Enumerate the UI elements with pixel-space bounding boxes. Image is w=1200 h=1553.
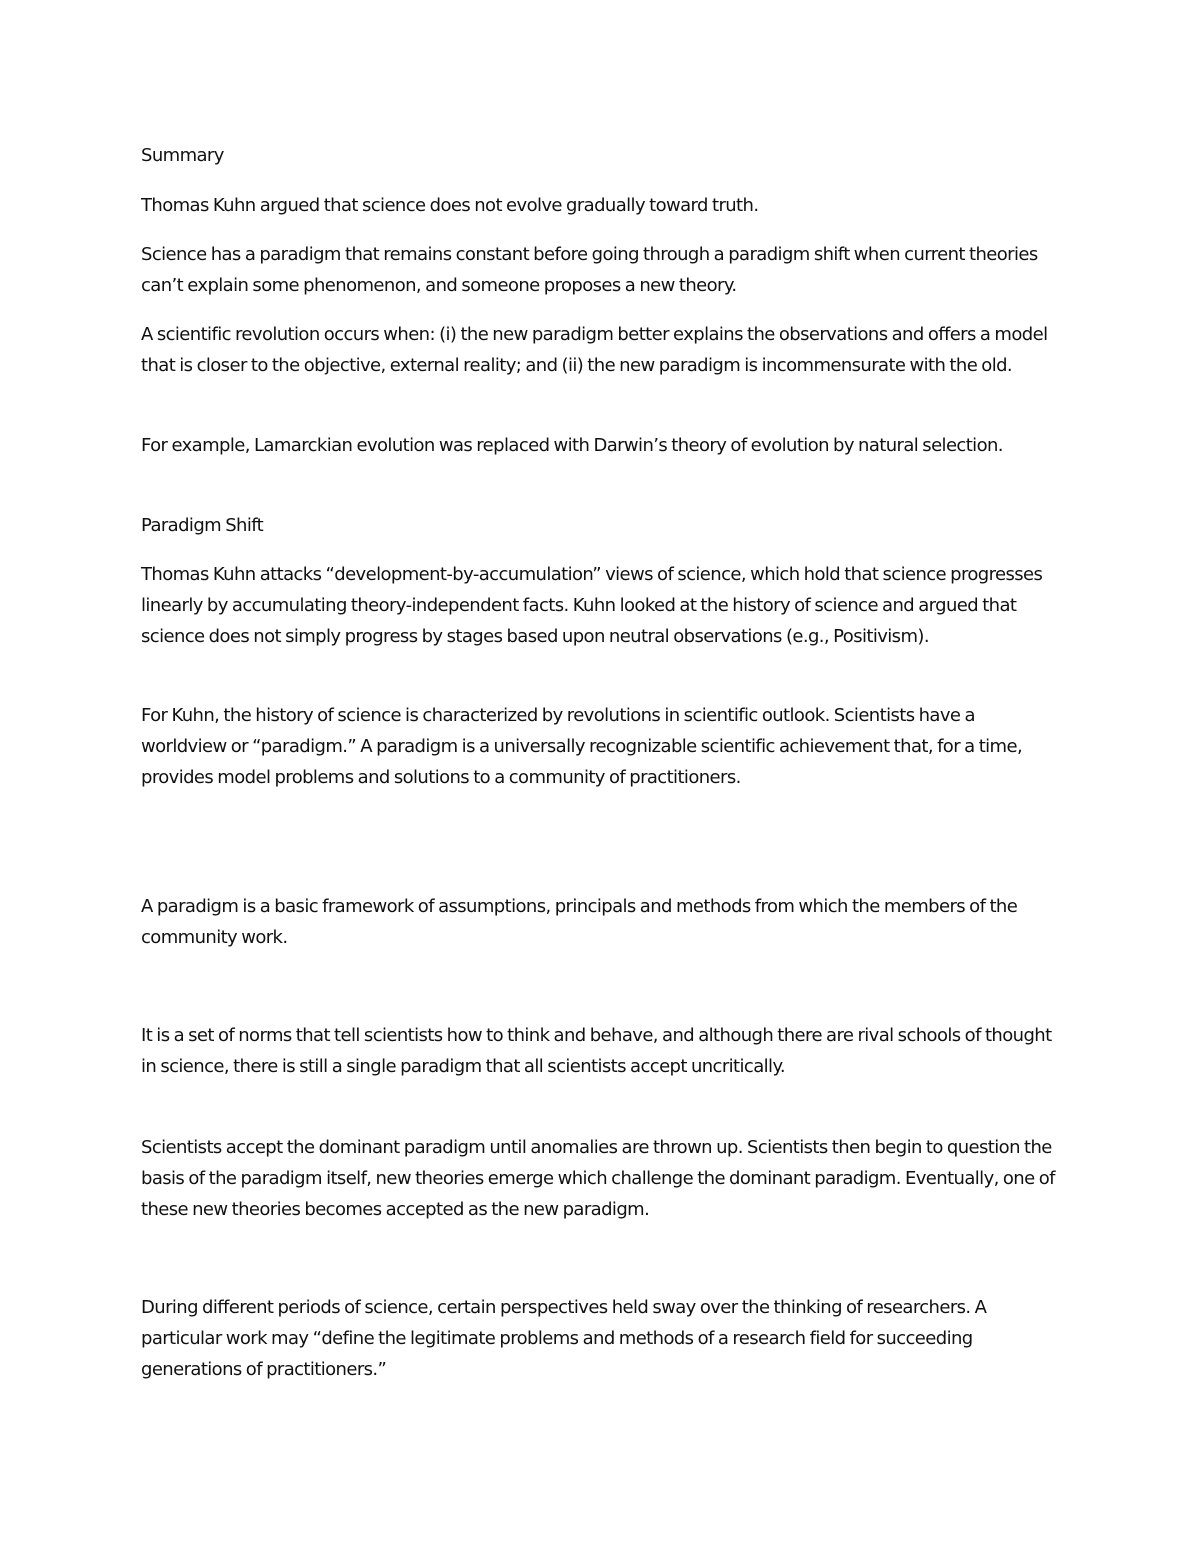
paragraph-1: Thomas Kuhn argued that science does not evolve gradually toward truth.: [141, 195, 759, 216]
paragraph-8: It is a set of norms that tell scientists how to think and behave, and although there are rival schools of thought in science, there is still a single paradigm that all scientists accept uncritically.: [141, 1025, 1052, 1077]
paragraph-2: Science has a paradigm that remains constant before going through a paradigm shift when current theories can’t explain some phenomenon, and someone proposes a new theory.: [141, 244, 1038, 296]
paragraph-4: For example, Lamarckian evolution was replaced with Darwin’s theory of evolution by natural selection.: [141, 435, 1003, 456]
heading-summary: Summary: [141, 145, 224, 166]
paragraph-5: Thomas Kuhn attacks “development-by-accumulation” views of science, which hold that science progresses linearly by accumulating theory-independent facts. Kuhn looked at the history of science and argued that science does not simply progress by stages based upon neutral observations (e.g., Positivism).: [141, 564, 1043, 647]
paragraph-10: During different periods of science, certain perspectives held sway over the thinking of researchers. A particular work may “define the legitimate problems and methods of a research field for succeeding generations of practitioners.”: [141, 1297, 987, 1380]
paragraph-6: For Kuhn, the history of science is characterized by revolutions in scientific outlook. Scientists have a worldview or “paradigm.” A paradigm is a universally recognizable scientific achievement that, for a time, provides model problems and solutions to a community of practitioners.: [141, 705, 1023, 788]
heading-paradigm-shift: Paradigm Shift: [141, 515, 264, 536]
paragraph-3: A scientific revolution occurs when: (i) the new paradigm better explains the observations and offers a model that is closer to the objective, external reality; and (ii) the new paradigm is incommensurate with the old.: [141, 324, 1048, 376]
paragraph-9: Scientists accept the dominant paradigm until anomalies are thrown up. Scientists then begin to question the basis of the paradigm itself, new theories emerge which challenge the dominant paradigm. Eventually, one of these new theories becomes accepted as the new paradigm.: [141, 1137, 1055, 1220]
paragraph-7: A paradigm is a basic framework of assumptions, principals and methods from which the members of the community work.: [141, 896, 1018, 948]
